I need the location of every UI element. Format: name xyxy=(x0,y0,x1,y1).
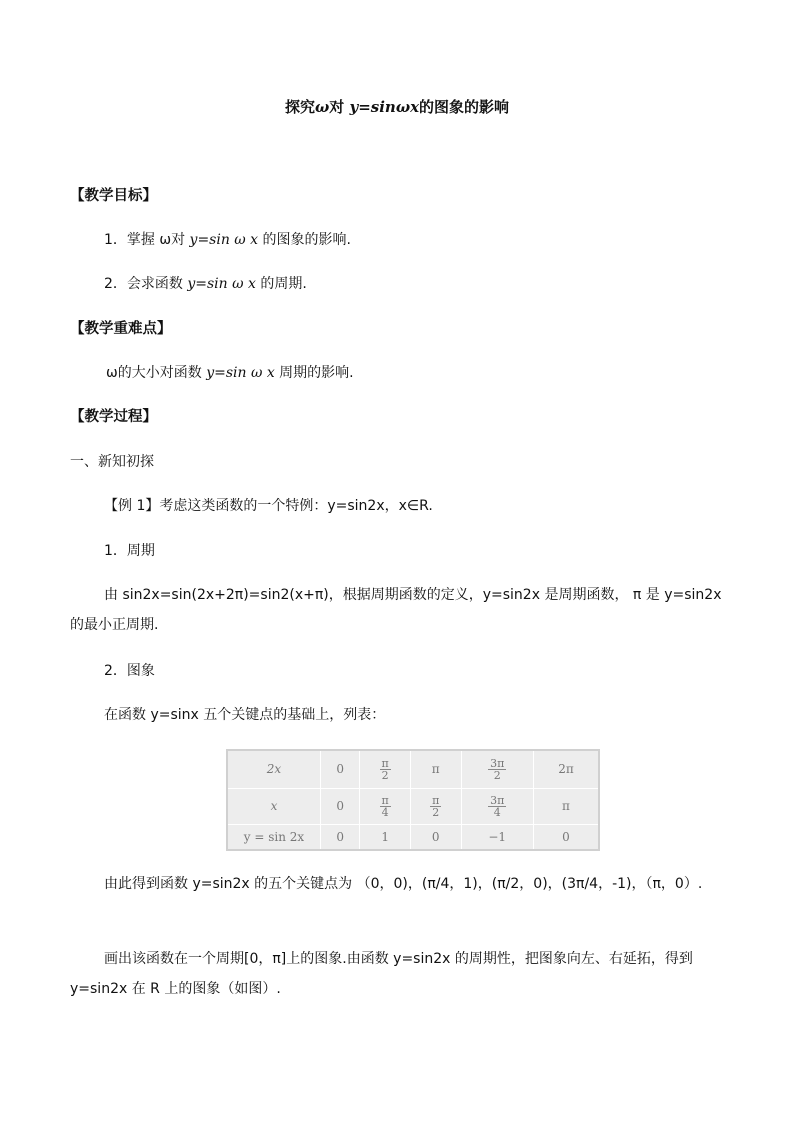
title-function: y=sinωx xyxy=(349,98,420,116)
table-intro: 在函数 y=sinx 五个关键点的基础上，列表： xyxy=(104,707,386,723)
title-omega: ω xyxy=(314,98,330,116)
page-title xyxy=(0,96,794,117)
key-point-1: ω的大小对函数 y=sin ω x 周期的影响. xyxy=(106,365,354,381)
table-row: y = sin 2x 0 1 0 −1 0 xyxy=(227,824,599,850)
table-row: 2x 0 $\frac{\pi}{2}$ π $\frac{3\pi}{2}$ 2π xyxy=(227,750,599,788)
section-1-heading: 一、新知初探 xyxy=(70,454,154,470)
goals-heading: 【教学目标】 xyxy=(70,188,157,204)
title-pre: 探究 xyxy=(284,98,315,116)
period-paragraph: 由 sin2x=sin(2x+2π)=sin2(x+π)，根据周期函数的定义，y=sin2x 是周期函数， π 是 y=sin2x 的最小正周期. xyxy=(70,587,722,633)
subheading-period: 1．周期 xyxy=(104,543,155,559)
title-post: 的图象的影响 xyxy=(419,98,510,116)
title-mid: 对 xyxy=(329,98,350,116)
subheading-graph: 2．图象 xyxy=(104,663,155,679)
key-points-table xyxy=(226,749,600,851)
example-1: 【例 1】考虑这类函数的一个特例：y=sin2x，x∈R. xyxy=(104,498,433,514)
goal-2: 2．会求函数 y=sin ω x 的周期. xyxy=(104,276,307,292)
extension-paragraph: 画出该函数在一个周期[0，π]上的图象.由函数 y=sin2x 的周期性，把图象向左、右延拓，得到 y=sin2x 在 R 上的图象（如图）. xyxy=(70,951,693,997)
key-points-paragraph: 由此得到函数 y=sin2x 的五个关键点为 （0，0)，(π/4，1)，(π/2，0)，(3π/4，-1)，（π，0）. xyxy=(104,876,703,892)
process-heading: 【教学过程】 xyxy=(70,409,157,425)
key-heading: 【教学重难点】 xyxy=(70,321,172,337)
goal-1: 1．掌握 ω对 y=sin ω x 的图象的影响. xyxy=(104,232,351,248)
table-row: x 0 $\frac{\pi}{4}$ $\frac{\pi}{2}$ $\frac{3\pi}{4}$ π xyxy=(227,788,599,824)
